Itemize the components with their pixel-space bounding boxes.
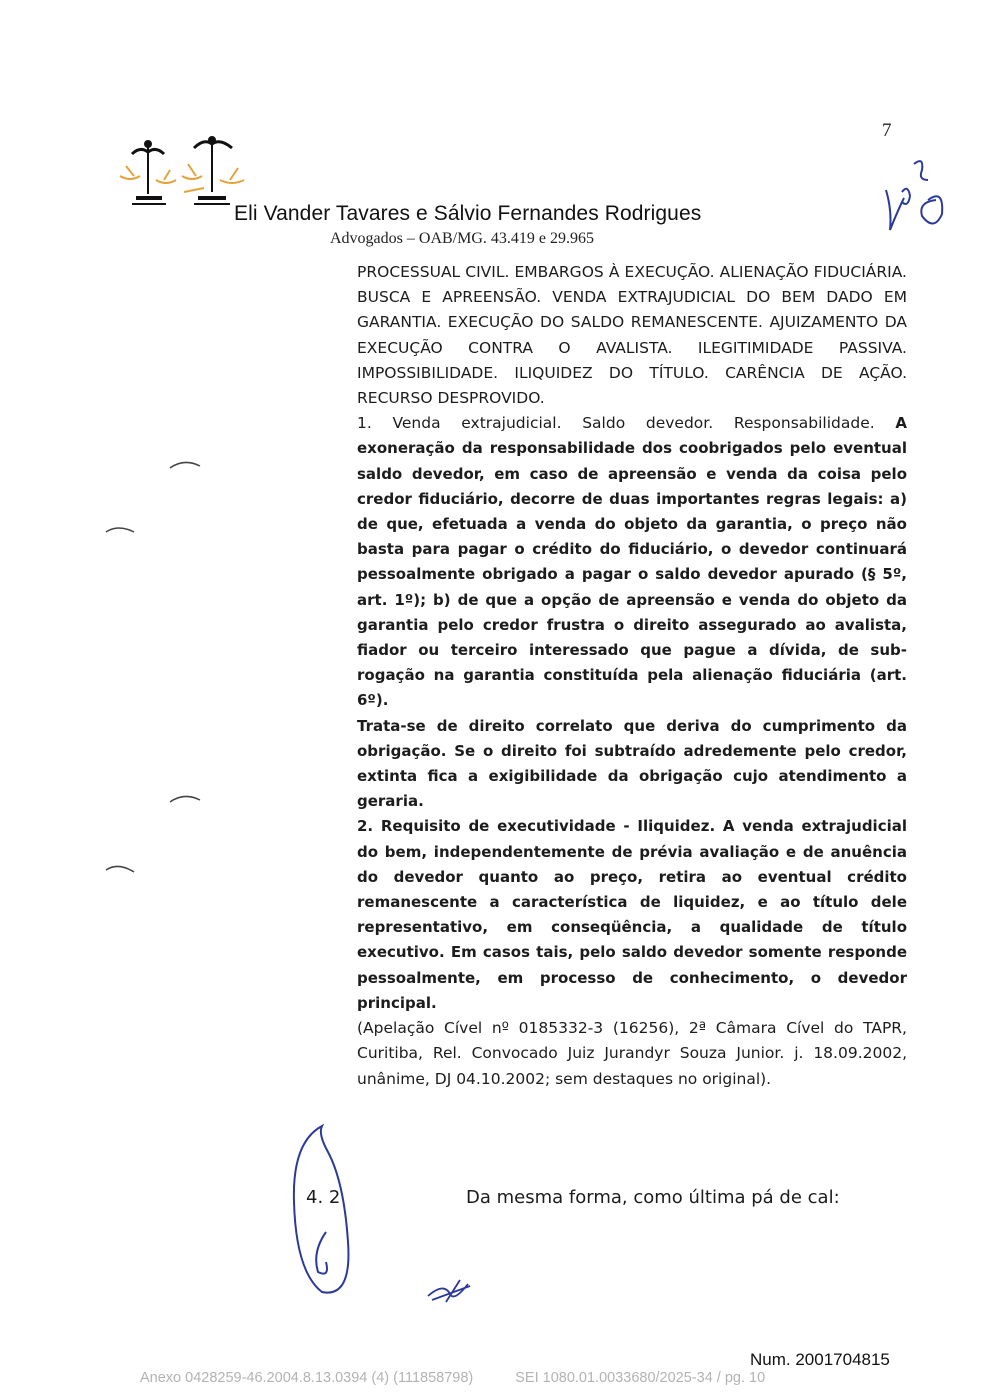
margin-mark [168, 458, 202, 472]
citation: (Apelação Cível nº 0185332-3 (16256), 2ª Câmara Cível do TAPR, Curitiba, Rel. Convocado Juiz Jurandyr Souza Junior. j. 18.09.2002, unânime, DJ 04.10.2002; sem destaques no original). [357, 1019, 907, 1088]
ementa-text: PROCESSUAL CIVIL. EMBARGOS À EXECUÇÃO. ALIENAÇÃO FIDUCIÁRIA. BUSCA E APREENSÃO. VENDA EXTRAJUDICIAL DO BEM DADO EM GARANTIA. EXECUÇÃO DO SALDO REMANESCENTE. AJUIZAMENTO DA EXECUÇÃO CONTRA O AVALISTA. ILEGITIMIDADE PASSIVA. IMPOSSIBILIDADE. ILIQUIDEZ DO TÍTULO. CARÊNCIA DE AÇÃO. RECURSO DESPROVIDO. [357, 263, 907, 408]
firm-name: Eli Vander Tavares e Sálvio Fernandes Rodrigues [234, 202, 702, 225]
sei-reference: SEI 1080.01.0033680/2025-34 / pg. 10 [515, 1370, 766, 1386]
item-1 [357, 411, 907, 713]
document-number: Num. 2001704815 [750, 1350, 890, 1369]
scales-of-justice-icon [118, 136, 258, 210]
item-1-intro: 1. Venda extrajudicial. Saldo devedor. Responsabilidade. [357, 414, 875, 433]
margin-mark [104, 862, 138, 876]
handwritten-folio-stamp-icon [878, 140, 958, 250]
signature-icon [282, 1122, 362, 1300]
margin-mark [168, 792, 202, 806]
page-number: 7 [882, 120, 892, 141]
annex-reference: Anexo 0428259-46.2004.8.13.0394 (4) (111858798) [140, 1370, 474, 1386]
section-number: 4. 2 [306, 1187, 341, 1208]
item-1-continuation: Trata-se de direito correlato que deriva do cumprimento da obrigação. Se o direito foi subtraído adredemente pelo credor, extinta fica a exigibilidade da obrigação cujo atendimento a geraria. [357, 716, 907, 811]
quoted-jurisprudence [357, 260, 907, 1092]
initials-icon [424, 1278, 476, 1304]
item-1-bold-text: A exoneração da responsabilidade dos coobrigados pelo eventual saldo devedor, em caso de apreensão e venda da coisa pelo credor fiduciário, decorre de duas importantes regras legais: a) de que, efetuada a venda do objeto da garantia, o preço não basta para pagar o crédito do fiduciário, o devedor continuará pessoalmente obrigado a pagar o saldo devedor apurado (§ 5º, art. 1º); b) de que a opção de apreensão e venda do objeto da garantia pelo credor frustra o direito assegurado ao avalista, fiador ou terceiro interessado que pague a dívida, de sub-rogação na garantia constituída pela alienação fiduciária (art. 6º). [357, 414, 907, 710]
footer-watermark [140, 1370, 765, 1386]
item-2: 2. Requisito de executividade - Iliquidez. A venda extrajudicial do bem, independentemente de prévia avaliação e de anuência do devedor quanto ao preço, retira ao eventual crédito remanescente a característica de liquidez, e ao título dele representativo, em conseqüência, a qualidade de título executivo. Em casos tais, pelo saldo devedor somente responde pessoalmente, em processo de conhecimento, o devedor principal. [357, 817, 907, 1012]
firm-subtitle: Advogados – OAB/MG. 43.419 e 29.965 [330, 230, 594, 247]
section-text: Da mesma forma, como última pá de cal: [466, 1187, 840, 1208]
margin-mark [104, 522, 138, 536]
